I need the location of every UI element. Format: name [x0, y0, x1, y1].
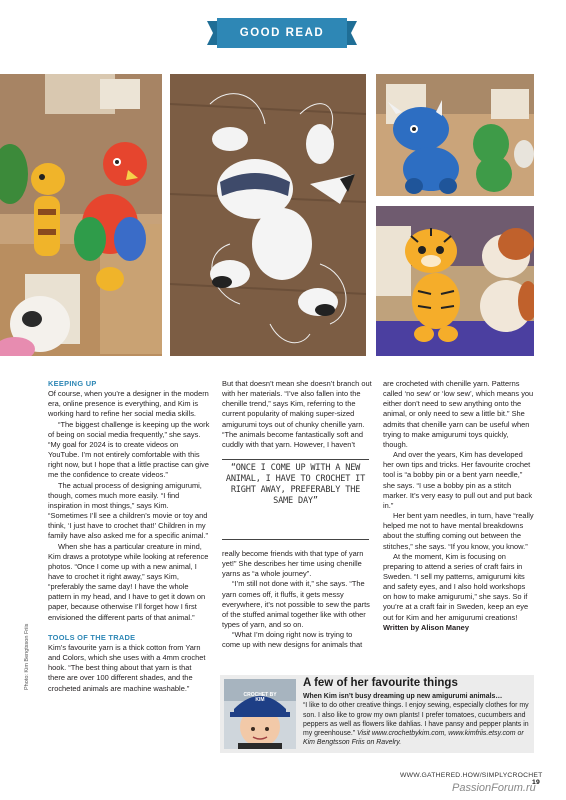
paragraph: At the moment, Kim is focusing on preparing to attend a series of craft fairs in Sweden. “I sell my patterns, amigurumi kits and safety eyes, and I also hold workshops on how to make amigurumi,” she says. So if you’re at a craft fair in Sweden, keep an eye out for Kim and her amigurumi creations!	[383, 551, 529, 622]
article-column-3	[383, 379, 535, 633]
author-byline: Written by Alison Maney	[383, 622, 469, 632]
paragraph: The actual process of designing amigurumi, though, comes much more easily. “I find inspiration in most things,” says Kim. “Sometimes I’ll see a children’s movie or toy and think, ‘I just have to crochet that!’ Children in my family have also asked me for a specific animal.”	[48, 480, 208, 541]
section-banner	[207, 18, 357, 48]
article-column-2-bottom	[222, 549, 372, 651]
pull-quote-rule-top	[222, 459, 369, 460]
favourites-visit-links: Visit www.crochetbykim.com, www.kimfriis.etsy.com or Kim Bengtsson Friis on Ravelry.	[303, 730, 524, 747]
banner-label: GOOD READ	[239, 27, 325, 39]
favourites-quote: “I like to do other creative things. I enjoy sewing, especially clothes for my son. I also like to grow my own plants! I prefer tomatoes, cucumbers and peppers as well as flowers like dahlias. I have pansy and pepper plants in my greenhouse.”	[303, 702, 529, 738]
favourites-body	[303, 692, 531, 748]
photo-dinosaur-toys	[376, 74, 534, 196]
photo-giraffe-parrot-toys	[0, 74, 162, 356]
paragraph: When she has a particular creature in mind, Kim draws a prototype while looking at reference photos. “Once I come up with a new animal, I have to crochet it right away,” says Kim, “preferably the same day! I have the whole pattern in my head, and I have to get it down on paper, because otherwise I’ll forget how I first envisioned the different parts of that animal.”	[48, 541, 209, 622]
paragraph: But that doesn’t mean she doesn’t branch out with her materials. “I’ve also fallen into the chenille trend,” says Kim, referring to the current popularity of making super-sized amigurumi toys out of chunky chenille yarn. “The animals become fantastically soft and cuddly with that yarn. However, I haven’t	[222, 379, 372, 449]
paragraph: “I’m still not done with it,” she says. “The yarn comes off, it fluffs, it gets messy everywhere, it’s not possible to sew the parts of the stuffed animal together like with other types of yarn, and so on.	[222, 579, 370, 630]
photo-credit: Photo: Kim Bengtsson Friis	[24, 623, 30, 690]
favourites-title: A few of her favourite things	[303, 677, 458, 689]
paragraph: “The biggest challenge is keeping up the work of being on social media frequently,” she says. “My goal for 2024 is to create videos on YouTube. I’m not entirely comfortable with this right now, but I hope that a little practise can give me the confidence to create videos.”	[48, 419, 210, 480]
footer-url: WWW.GATHERED.HOW/SIMPLYCROCHET	[400, 772, 543, 779]
pull-quote-rule-bottom	[222, 539, 369, 540]
article-column-1	[48, 379, 210, 694]
page-number: 19	[532, 779, 540, 786]
photo-crochet-orca-pieces	[170, 74, 366, 356]
paragraph: And over the years, Kim has developed her own tips and tricks. Her favourite crochet tool is “a bobby pin or a bent yarn needle,” she says. “I use a bobby pin as a stitch marker. It’s very easy to pull out and put back in.”	[383, 450, 533, 510]
photo-tiger-dog-toys	[376, 206, 534, 356]
section-heading: KEEPING UP	[48, 379, 97, 388]
paragraph: Of course, when you’re a designer in the modern era, online presence is everything, and Kim is working hard to refine her social media skills.	[48, 389, 209, 419]
paragraph: “What I’m doing right now is trying to come up with new designs for animals that	[222, 630, 363, 650]
paragraph: Kim’s favourite yarn is a thick cotton from Yarn and Colors, which she uses with a 4mm crochet hook. “The best thing about that yarn is that there are over 100 different shades, and the crocheted animals are machine washable.”	[48, 642, 206, 693]
pull-quote: “ONCE I COME UP WITH A NEW ANIMAL, I HAVE TO CROCHET IT RIGHT AWAY, PREFERABLY THE SAME DAY”	[225, 463, 366, 506]
section-heading: TOOLS OF THE TRADE	[48, 632, 136, 642]
paragraph: Her bent yarn needles, in turn, have “really helped me not to have mental breakdowns about the stuffing coming out between the stitches,” she says. “If you know, you know.”	[383, 511, 534, 551]
watermark: PassionForum.ru	[452, 782, 536, 794]
paragraph: really become friends with that type of yarn yet!” She describes her time using chenille yarns as “a whole journey”.	[222, 549, 364, 579]
paragraph: are crocheted with chenille yarn. Patterns called ‘no sew’ or ‘low sew’, which means you either don’t need to sew anything onto the animal, or only need to sew a little bit.” She admits that chenille yarn can be useful when trying to make amigurumi toys quickly, though.	[383, 379, 534, 449]
photo-kim-portrait	[224, 679, 296, 749]
favourites-lead: When Kim isn’t busy dreaming up new amigurumi animals…	[303, 693, 503, 700]
cap-logo-text: CROCHET BY KIM	[243, 692, 277, 703]
paragraph-gap	[48, 623, 210, 633]
article-column-2-top	[222, 379, 372, 450]
